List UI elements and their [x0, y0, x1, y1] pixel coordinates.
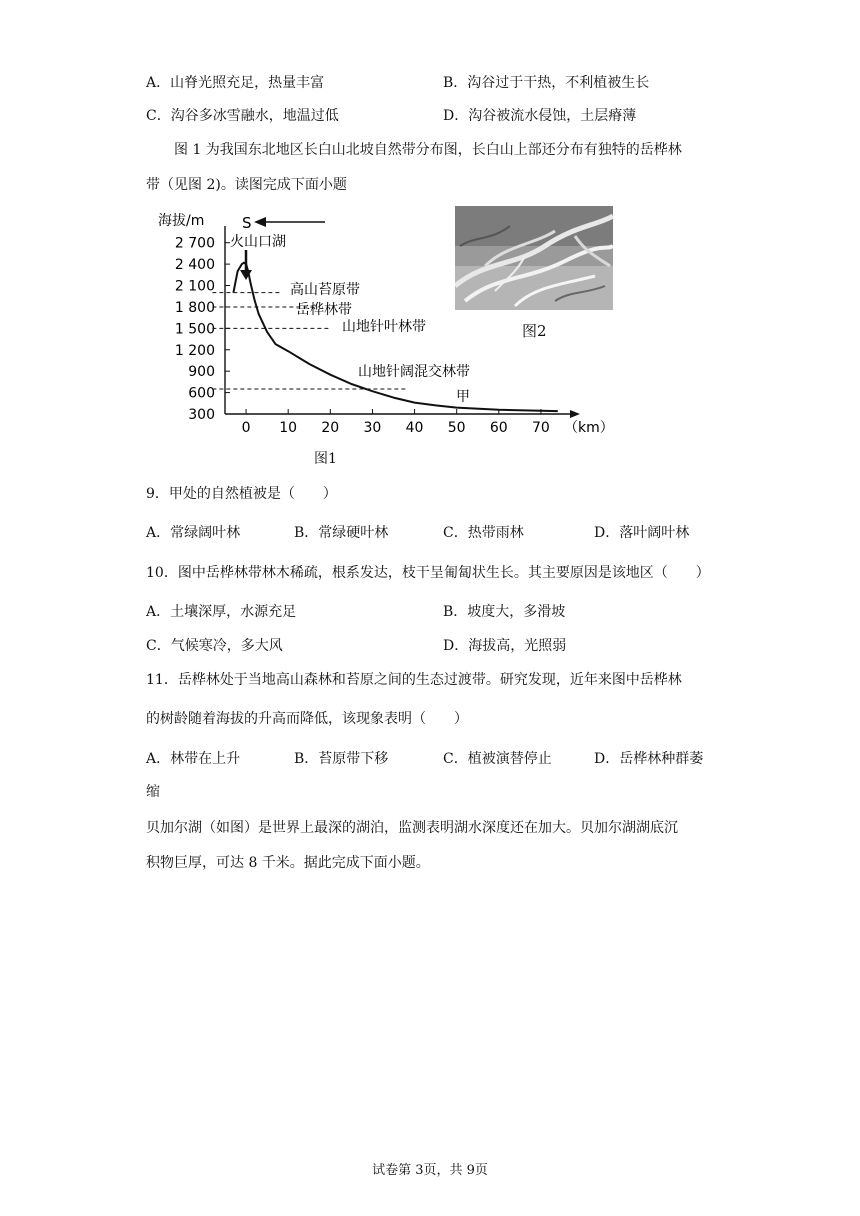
- y-tick-label: 1 500: [174, 321, 215, 338]
- q11-option-d-wrap: 缩: [146, 784, 160, 800]
- intro1-line2: 带（见图 2)。读图完成下面小题: [146, 177, 347, 193]
- q10-stem: 10．图中岳桦林带林木稀疏，根系发达，枝干呈匍匐状生长。其主要原因是该地区（ ）: [146, 565, 710, 581]
- q11-option-b: B．苔原带下移: [294, 751, 389, 767]
- figure2-photo: [455, 206, 613, 310]
- x-tick-label: 40: [405, 420, 424, 436]
- birch-forest-photo-image: [455, 206, 613, 310]
- x-tick-label: 30: [363, 420, 382, 436]
- y-tick-label: 2 100: [174, 278, 215, 295]
- y-tick-label: 300: [188, 407, 215, 423]
- q10-option-c: C．气候寒冷，多大风: [146, 638, 283, 654]
- q11-option-d: D．岳桦林种群萎: [594, 751, 704, 767]
- q8-option-b: B．沟谷过于干热，不利植被生长: [443, 75, 650, 91]
- figure2-caption: 图2: [522, 322, 547, 340]
- x-tick-label: 20: [321, 420, 340, 436]
- q8-option-a: A．山脊光照充足，热量丰富: [146, 75, 325, 91]
- point-jia-label: 甲: [456, 389, 470, 405]
- y-tick-label: 1 200: [174, 342, 215, 359]
- q9-option-d: D．落叶阔叶林: [594, 525, 690, 541]
- zone-label-mixed-forest: 山地针阔混交林带: [358, 364, 470, 380]
- x-tick-label: 10: [279, 420, 298, 436]
- y-axis-ticks: [175, 236, 230, 423]
- q9-option-b: B．常绿硬叶林: [294, 525, 389, 541]
- x-axis-ticks: [242, 409, 550, 436]
- x-axis-unit: （km）: [564, 420, 614, 436]
- direction-arrow-icon: [254, 217, 325, 227]
- x-axis-arrow-icon: [570, 410, 580, 418]
- q8-option-d: D．沟谷被流水侵蚀，土层瘠薄: [443, 108, 637, 124]
- zone-label-coniferous: 山地针叶林带: [342, 319, 426, 335]
- crater-lake-label: 火山口湖: [230, 234, 286, 250]
- y-tick-label: 1 800: [174, 299, 215, 316]
- y-tick-label: 900: [188, 364, 215, 381]
- x-tick-label: 70: [532, 420, 550, 436]
- intro2-line1: 贝加尔湖（如图）是世界上最深的湖泊，监测表明湖水深度还在加大。贝加尔湖湖底沉: [146, 820, 678, 836]
- q10-option-a: A．土壤深厚，水源充足: [146, 604, 297, 620]
- zone-label-birch-forest: 岳桦林带: [296, 302, 352, 318]
- y-tick-label: 2 700: [174, 235, 215, 252]
- zone-label-alpine-tundra: 高山苔原带: [290, 282, 360, 298]
- page-footer: 试卷第 3页，共 9页: [372, 1163, 488, 1178]
- q9-stem: 9．甲处的自然植被是（ ）: [146, 486, 337, 502]
- y-axis-label: 海拔/m: [158, 213, 205, 229]
- q8-option-c: C．沟谷多冰雪融水，地温过低: [146, 108, 339, 124]
- intro1-line1: 图 1 为我国东北地区长白山北坡自然带分布图，长白山上部还分布有独特的岳桦林: [174, 142, 682, 158]
- q10-option-b: B．坡度大，多滑坡: [443, 604, 566, 620]
- x-tick-label: 0: [241, 420, 251, 436]
- y-tick-label: 600: [188, 385, 215, 402]
- q11-stem-line2: 的树龄随着海拔的升高而降低，该现象表明（ ）: [146, 711, 468, 727]
- q9-option-a: A．常绿阔叶林: [146, 525, 241, 541]
- q11-option-a: A．林带在上升: [146, 751, 241, 767]
- q10-option-d: D．海拔高，光照弱: [443, 638, 567, 654]
- x-tick-label: 60: [489, 420, 508, 436]
- q11-option-c: C．植被演替停止: [443, 751, 552, 767]
- q11-stem-line1: 11．岳桦林处于当地高山森林和苔原之间的生态过渡带。研究发现，近年来图中岳桦林: [146, 672, 682, 688]
- figure1-caption: 图1: [314, 451, 337, 467]
- y-tick-label: 2 400: [174, 257, 215, 274]
- q9-option-c: C．热带雨林: [443, 525, 524, 541]
- x-tick-label: 50: [447, 420, 466, 436]
- intro2-line2: 积物巨厚，可达 8 千米。据此完成下面小题。: [146, 855, 430, 871]
- direction-label: S: [242, 214, 252, 232]
